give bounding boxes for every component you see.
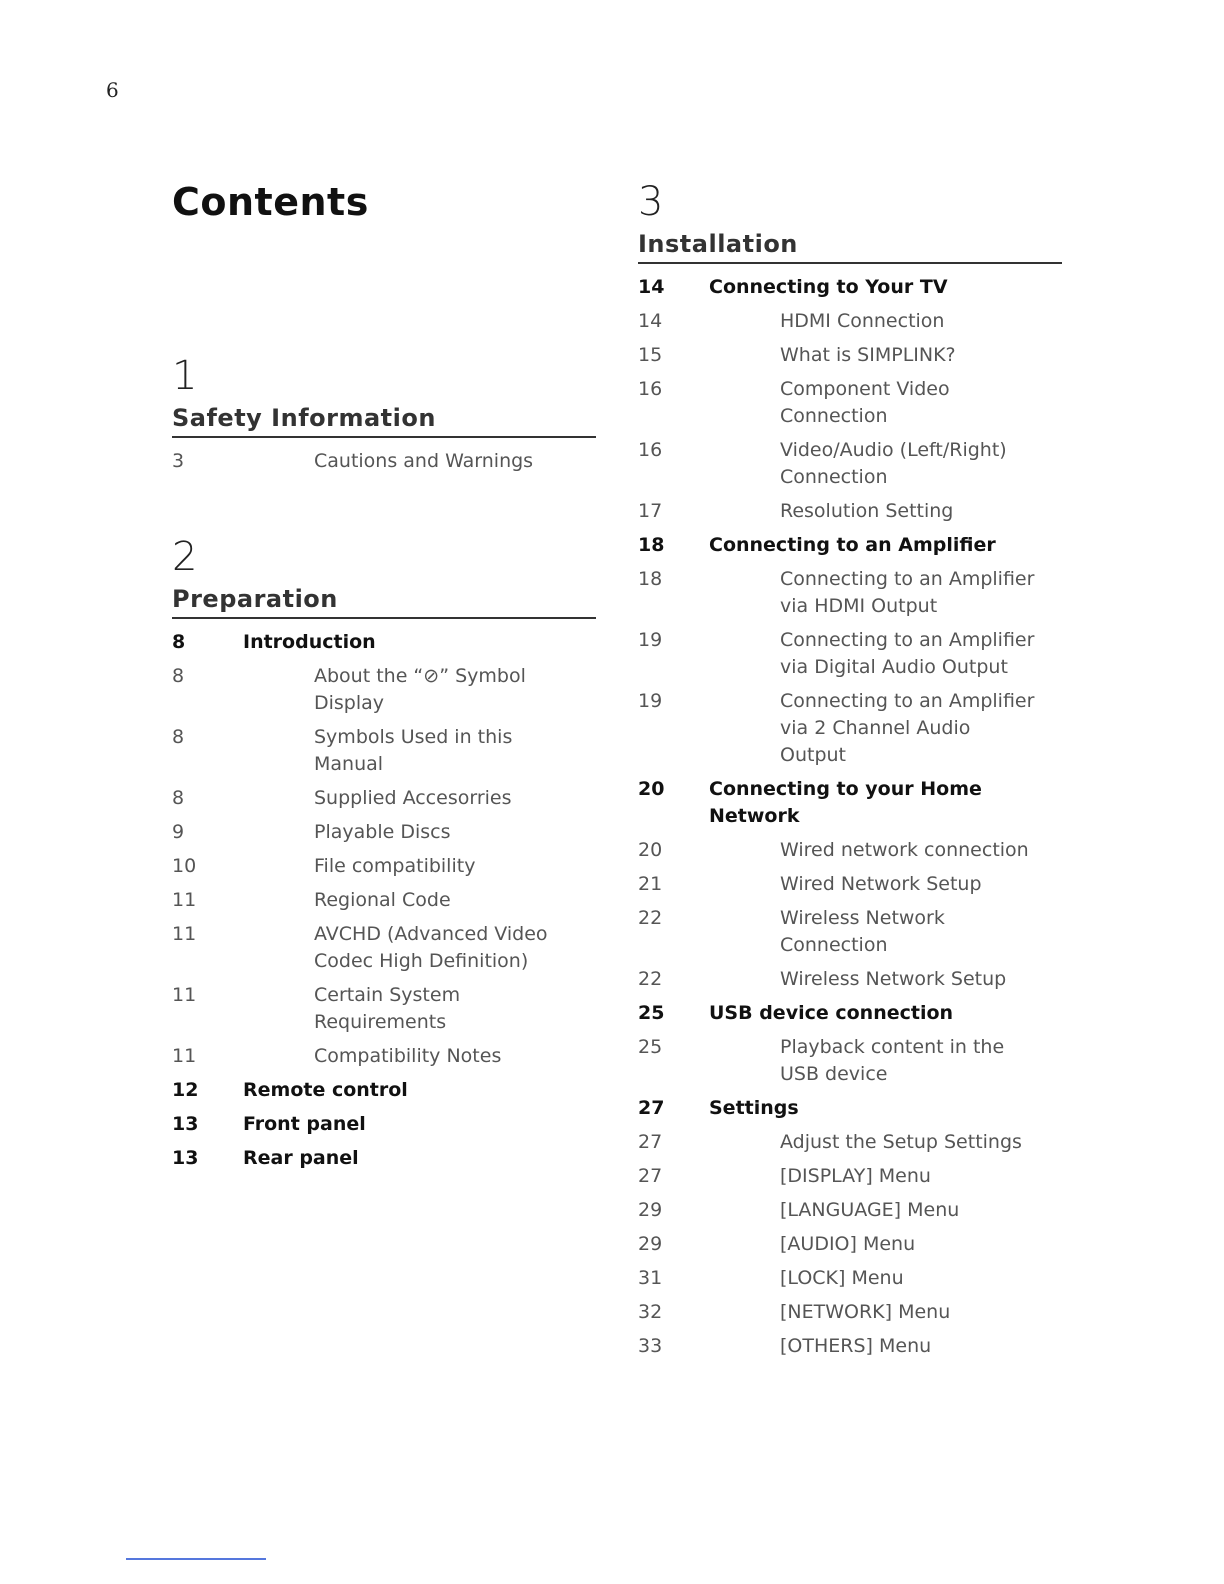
section-number: 1 (172, 353, 198, 399)
toc-entry-label: [DISPLAY] Menu (780, 1165, 931, 1187)
toc-page-number: 16 (638, 439, 663, 461)
toc-entry-label: [LOCK] Menu (780, 1267, 904, 1289)
toc-entry-label: Connecting to an Amplifier via HDMI Output (780, 568, 1035, 617)
toc-entry-label: [NETWORK] Menu (780, 1301, 951, 1323)
toc-entry (638, 837, 1062, 864)
footer-rule (126, 1558, 266, 1560)
toc-entry-label: Regional Code (314, 889, 451, 911)
toc-entry-label: Connecting to Your TV (709, 276, 948, 298)
toc-entry-label: Wireless Network Connection (780, 907, 945, 956)
toc-entry (638, 1000, 1062, 1027)
toc-entry (638, 437, 1062, 491)
toc-page-number: 16 (638, 378, 663, 400)
toc-entry-label: Remote control (243, 1079, 408, 1101)
toc-list (638, 274, 1062, 1360)
toc-page-number: 8 (172, 631, 186, 653)
toc-entry (172, 785, 596, 812)
page-title: Contents (172, 180, 369, 224)
toc-entry-label: Connecting to an Amplifier (709, 534, 996, 556)
toc-page-number: 3 (172, 450, 185, 472)
toc-entry-label: Front panel (243, 1113, 366, 1135)
toc-entry (172, 1043, 596, 1070)
toc-page-number: 19 (638, 629, 663, 651)
toc-entry-label: Settings (709, 1097, 799, 1119)
toc-entry (172, 887, 596, 914)
section-safety-information (172, 354, 596, 482)
toc-entry (638, 274, 1062, 301)
toc-entry (638, 1034, 1062, 1088)
section-number: 2 (172, 534, 198, 580)
toc-page-number: 8 (172, 665, 185, 687)
toc-entry (172, 629, 596, 656)
toc-page-number: 31 (638, 1267, 663, 1289)
toc-entry-label: Connecting to an Amplifier via 2 Channel Audio Output (780, 690, 1035, 766)
toc-entry-label: What is SIMPLINK? (780, 344, 956, 366)
toc-list (172, 448, 596, 475)
toc-entry-label: Wireless Network Setup (780, 968, 1007, 990)
toc-entry-label: Connecting to an Amplifier via Digital Audio Output (780, 629, 1035, 678)
toc-page-number: 32 (638, 1301, 663, 1323)
toc-page-number: 14 (638, 276, 665, 298)
toc-list (172, 629, 596, 1172)
toc-entry (172, 853, 596, 880)
toc-entry (638, 1299, 1062, 1326)
toc-page-number: 14 (638, 310, 663, 332)
toc-entry (172, 1077, 596, 1104)
toc-entry (172, 663, 596, 717)
toc-page-number: 13 (172, 1113, 199, 1135)
toc-entry-label: Adjust the Setup Settings (780, 1131, 1022, 1153)
toc-page-number: 22 (638, 907, 663, 929)
toc-entry-label: Component Video Connection (780, 378, 950, 427)
toc-entry (638, 1333, 1062, 1360)
section-number: 3 (638, 179, 664, 225)
toc-entry (638, 566, 1062, 620)
toc-page-number: 8 (172, 787, 185, 809)
toc-entry-label: Certain System Requirements (314, 984, 461, 1033)
toc-entry-label: [LANGUAGE] Menu (780, 1199, 960, 1221)
toc-entry-label: File compatibility (314, 855, 476, 877)
toc-entry-label: [AUDIO] Menu (780, 1233, 916, 1255)
toc-page-number: 11 (172, 923, 197, 945)
toc-entry (638, 871, 1062, 898)
toc-entry (638, 966, 1062, 993)
toc-page-number: 25 (638, 1036, 663, 1058)
toc-page-number: 20 (638, 839, 663, 861)
toc-entry (638, 376, 1062, 430)
toc-entry-label: Cautions and Warnings (314, 450, 534, 472)
toc-entry-label: USB device connection (709, 1002, 954, 1024)
toc-page-number: 27 (638, 1131, 663, 1153)
toc-page-number: 22 (638, 968, 663, 990)
section-title: Safety Information (172, 404, 596, 438)
section-title: Installation (638, 230, 1062, 264)
toc-page-number: 15 (638, 344, 663, 366)
toc-page-number: 27 (638, 1165, 663, 1187)
toc-entry (172, 724, 596, 778)
toc-entry (638, 1265, 1062, 1292)
toc-page-number: 20 (638, 778, 665, 800)
toc-page-number: 10 (172, 855, 197, 877)
toc-entry (638, 1231, 1062, 1258)
toc-page-number: 25 (638, 1002, 665, 1024)
toc-page-number: 13 (172, 1147, 199, 1169)
toc-page-number: 27 (638, 1097, 665, 1119)
toc-entry-label: Introduction (243, 631, 376, 653)
toc-entry (638, 532, 1062, 559)
toc-page-number: 19 (638, 690, 663, 712)
toc-page-number: 29 (638, 1199, 663, 1221)
toc-entry-label: [OTHERS] Menu (780, 1335, 932, 1357)
toc-entry-label: Compatibility Notes (314, 1045, 502, 1067)
toc-entry-label: Supplied Accesorries (314, 787, 512, 809)
toc-entry (172, 1111, 596, 1138)
toc-entry (172, 921, 596, 975)
toc-page-number: 8 (172, 726, 185, 748)
toc-page-number: 18 (638, 534, 665, 556)
toc-entry-label: Playback content in the USB device (780, 1036, 1005, 1085)
toc-entry-label: Resolution Setting (780, 500, 954, 522)
toc-entry (638, 776, 1062, 830)
toc-entry-label: Wired network connection (780, 839, 1029, 861)
toc-page-number: 17 (638, 500, 663, 522)
toc-entry (172, 1145, 596, 1172)
toc-entry (638, 627, 1062, 681)
toc-entry (172, 448, 596, 475)
toc-entry (638, 1197, 1062, 1224)
toc-entry-label: HDMI Connection (780, 310, 945, 332)
toc-entry (638, 905, 1062, 959)
toc-entry (638, 342, 1062, 369)
toc-entry (638, 688, 1062, 769)
toc-page-number: 18 (638, 568, 663, 590)
toc-page-number: 9 (172, 821, 185, 843)
toc-entry-label: Rear panel (243, 1147, 359, 1169)
toc-page-number: 21 (638, 873, 663, 895)
toc-entry-label: AVCHD (Advanced Video Codec High Definition) (314, 923, 548, 972)
page-number: 6 (106, 78, 119, 102)
toc-entry (638, 1129, 1062, 1156)
toc-entry (638, 1163, 1062, 1190)
toc-page-number: 29 (638, 1233, 663, 1255)
section-preparation (172, 535, 596, 1179)
section-installation (638, 180, 1062, 1367)
section-title: Preparation (172, 585, 596, 619)
toc-entry-label: About the “⊘” Symbol Display (314, 665, 526, 714)
toc-entry (638, 308, 1062, 335)
toc-page-number: 33 (638, 1335, 663, 1357)
toc-entry-label: Connecting to your Home Network (709, 778, 982, 827)
toc-page-number: 12 (172, 1079, 199, 1101)
toc-entry (638, 498, 1062, 525)
toc-entry (638, 1095, 1062, 1122)
toc-entry-label: Symbols Used in this Manual (314, 726, 513, 775)
toc-page-number: 11 (172, 984, 197, 1006)
toc-entry (172, 819, 596, 846)
toc-entry-label: Video/Audio (Left/Right) Connection (780, 439, 1007, 488)
toc-entry-label: Wired Network Setup (780, 873, 982, 895)
toc-page-number: 11 (172, 889, 197, 911)
toc-page-number: 11 (172, 1045, 197, 1067)
toc-entry-label: Playable Discs (314, 821, 451, 843)
toc-entry (172, 982, 596, 1036)
